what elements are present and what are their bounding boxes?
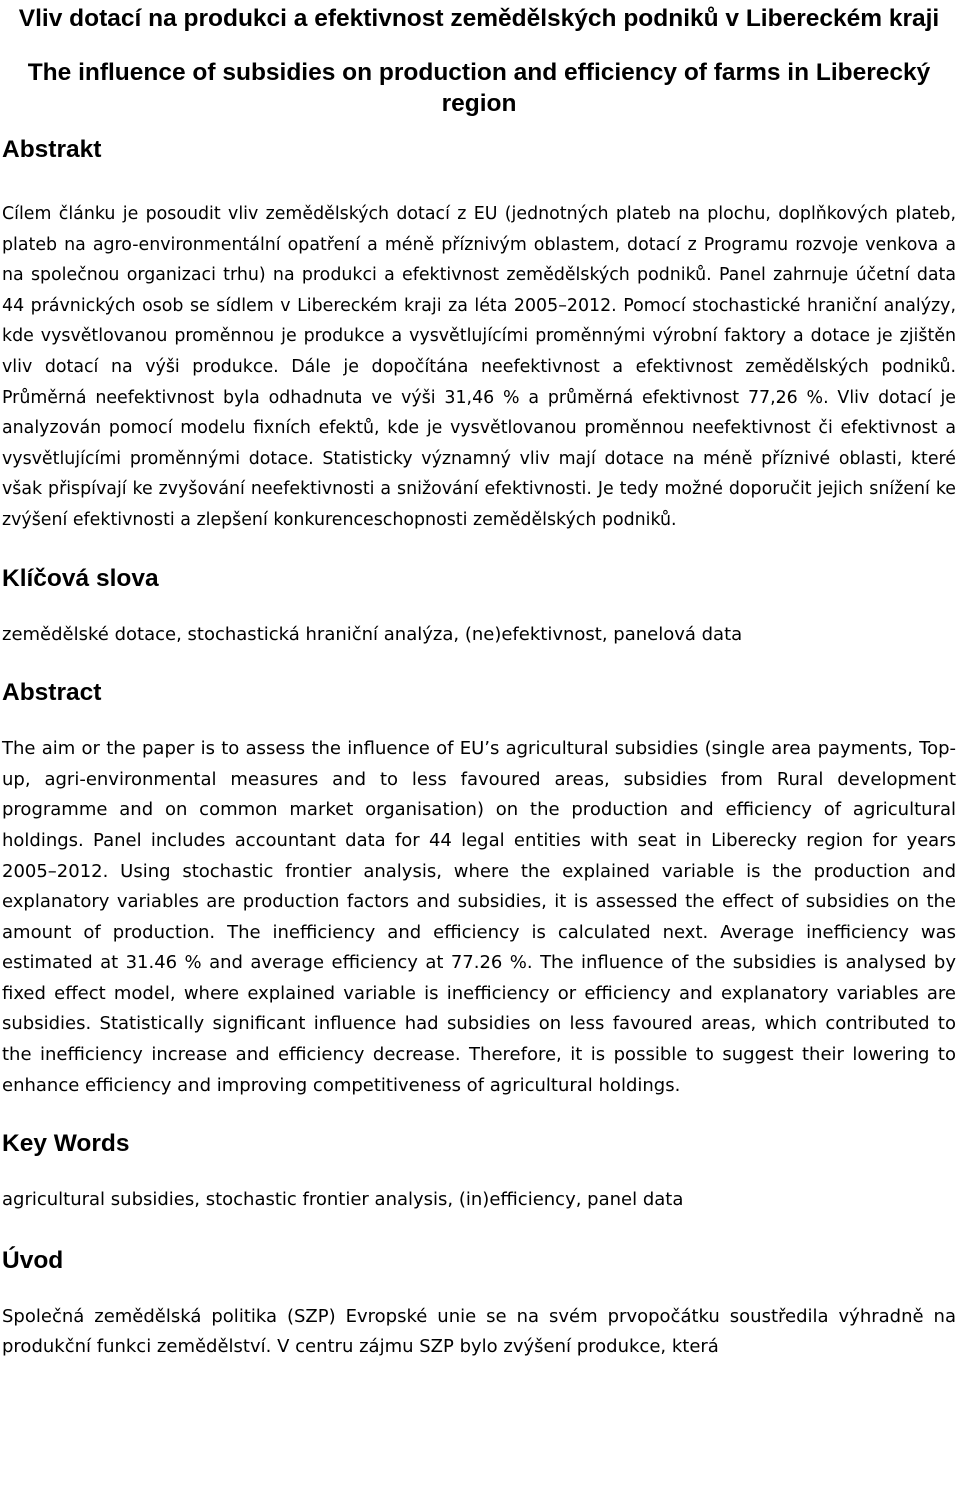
uvod-heading: Úvod <box>2 1246 64 1274</box>
title-czech: Vliv dotací na produkci a efektivnost zemědělských podniků v Libereckém kraji <box>18 5 940 32</box>
abstract-text: The aim or the paper is to assess the influence of EU’s agricultural subsidies (single area payments, Top-up, agri-environmental measures and to less favoured areas, subsidies from Rural development programme and on common market organisation) on the production and efficiency of agricultural holdings. Panel includes accountant data for 44 legal entities with seat in Liberecky region for years 2005–2012. Using stochastic frontier analysis, where the explained variable is the production and explanatory variables are production factors and subsidies, it is assessed the effect of subsidies on the amount of production. The inefficiency and efficiency is calculated next. Average inefficiency was estimated at 31.46 % and average efficiency at 77.26 %. The influence of the subsidies is analysed by fixed effect model, where explained variable is inefficiency or efficiency and explanatory variables are subsidies. Statistically significant influence had subsidies on less favoured areas, which contributed to the inefficiency increase and efficiency decrease. Therefore, it is possible to suggest their lowering to enhance efficiency and improving competitiveness of agricultural holdings. <box>2 738 956 1096</box>
abstrakt-heading: Abstrakt <box>2 136 102 163</box>
abstrakt-text: Cílem článku je posoudit vliv zemědělských dotací z EU (jednotných plateb na plochu, doplňkových plateb, plateb na agro-environmentální opatření a méně příznivým oblastem, dotací z Programu rozvoje venkova a na společnou organizaci trhu) na produkci a efektivnost zemědělských podniků. Panel zahrnuje účetní data 44 právnických osob se sídlem v Libereckém kraji za léta 2005–2012. Pomocí stochastické hraniční analýzy, kde vysvětlovanou proměnnou je produkce a vysvětlujícími proměnnými výrobní faktory a dotace je zjištěn vliv dotací na výši produkce. Dále je dopočítána neefektivnost a efektivnost zemědělských podniků. Průměrná neefektivnost byla odhadnuta ve výši 31,46 % a průměrná efektivnost 77,26 %. Vliv dotací je analyzován pomocí modelu fixních efektů, kde je vysvětlovanou proměnnou neefektivnost či efektivnost a vysvětlujícími proměnnými dotace. Statisticky významný vliv mají dotace na méně příznivé oblasti, které však přispívají ke zvyšování neefektivnosti a snižování efektivnosti. Je tedy možné doporučit jejich snížení ke zvýšení efektivnosti a zlepšení konkurenceschopnosti zemědělských podniků. <box>2 204 956 530</box>
uvod-text: Společná zemědělská politika (SZP) Evropské unie se na svém prvopočátku soustředila výhradně na produkční funkci zemědělství. V centru zájmu SZP bylo zvýšení produkce, která <box>2 1305 956 1358</box>
klicova-slova-text: zemědělské dotace, stochastická hraniční analýza, (ne)efektivnost, panelová data <box>2 623 743 645</box>
abstract-heading: Abstract <box>2 679 102 707</box>
klicova-slova-heading: Klíčová slova <box>2 564 159 592</box>
key-words-heading: Key Words <box>2 1130 130 1158</box>
title-english: The influence of subsidies on production and efficiency of farms in Liberecký region <box>27 59 931 117</box>
key-words-text: agricultural subsidies, stochastic frontier analysis, (in)efficiency, panel data <box>2 1189 684 1211</box>
